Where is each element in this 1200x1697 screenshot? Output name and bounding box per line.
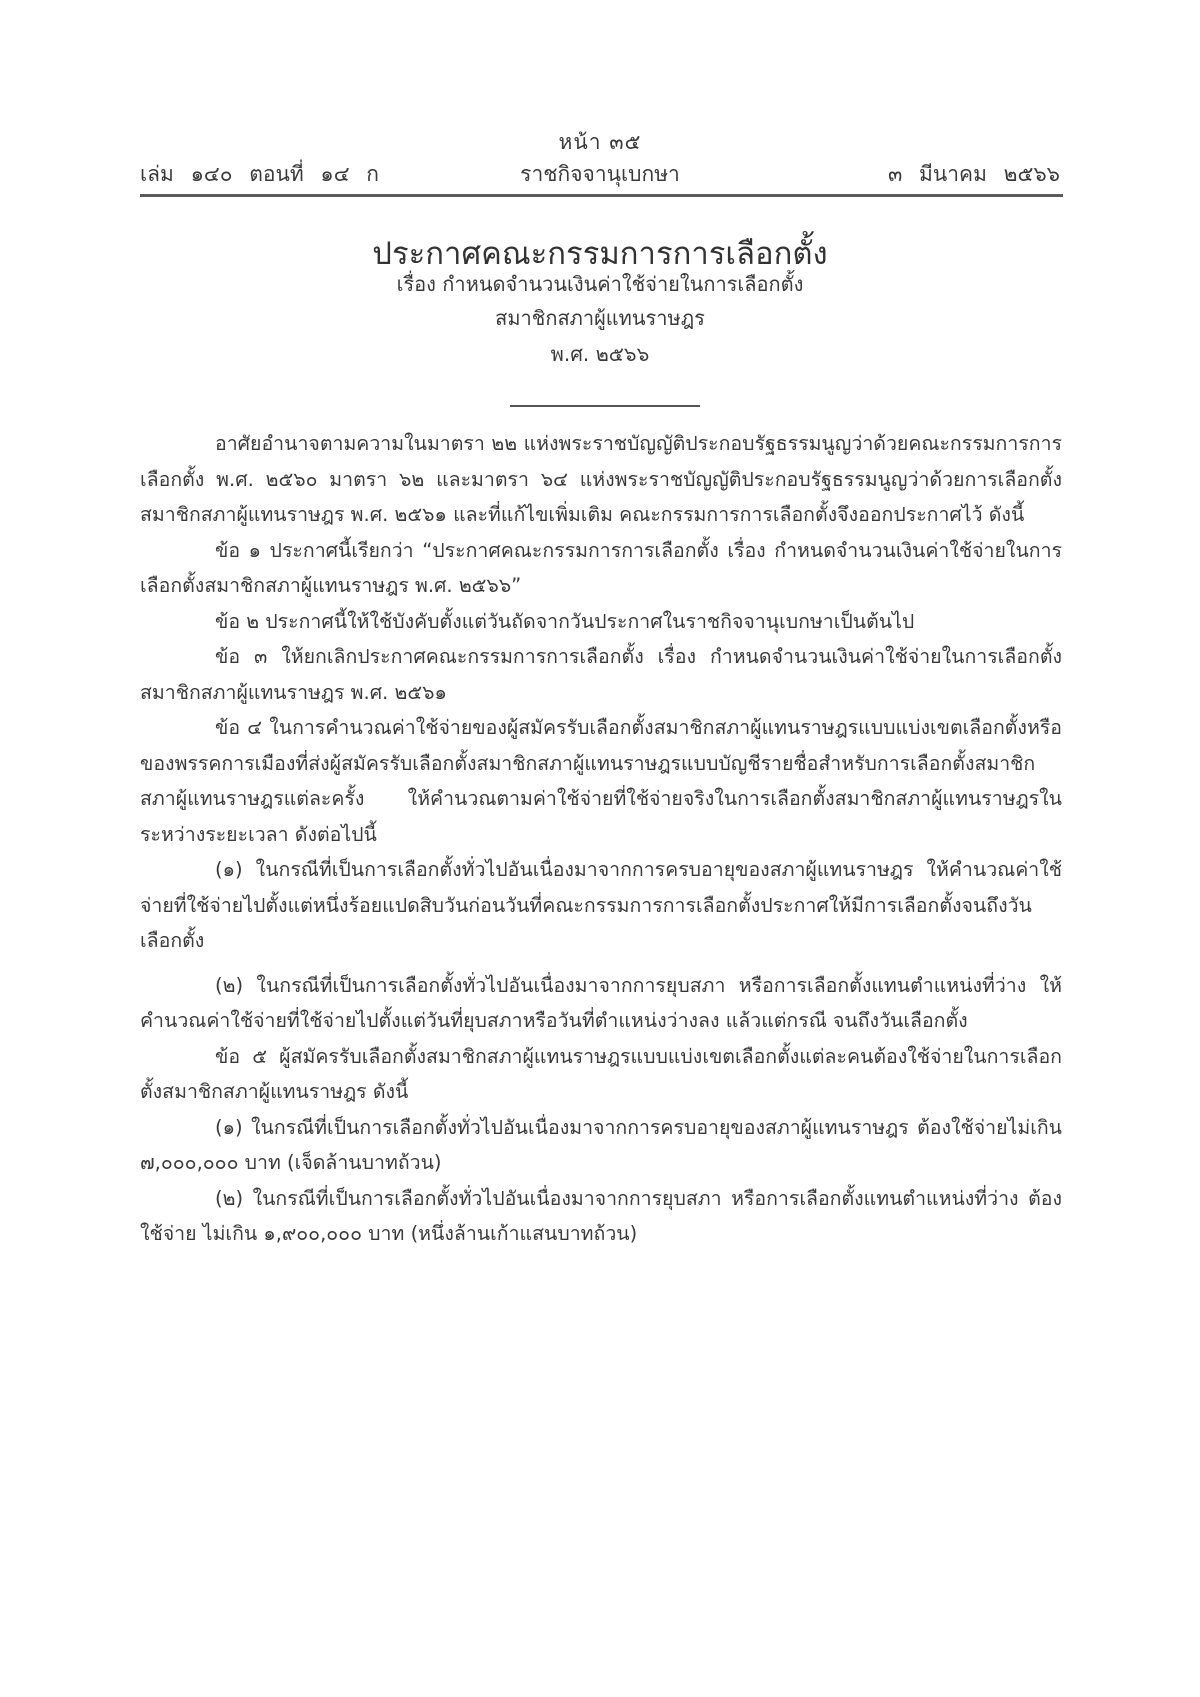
clause-5: ข้อ ๕ ผู้สมัครรับเลือกตั้งสมาชิกสภาผู้แทนราษฎรแบบแบ่งเขตเลือกตั้งแต่ละคนต้องใช้จ่ายในการเลือกตั้งสมาชิกสภาผู้แทนราษฎร ดังนี้: [140, 1044, 1062, 1103]
document-title: ประกาศคณะกรรมการการเลือกตั้ง: [372, 236, 828, 272]
gazette-header: [140, 158, 1060, 190]
document-subject: เรื่อง กำหนดจำนวนเงินค่าใช้จ่ายในการเลือกตั้ง: [396, 272, 804, 296]
clause-5-item-2: (๒) ในกรณีที่เป็นการเลือกตั้งทั่วไปอันเนื่องมาจากการยุบสภา หรือการเลือกตั้งแทนตำแหน่งที่ว่าง ต้องใช้จ่าย ไม่เกิน ๑,๙๐๐,๐๐๐ บาท (หนึ่งล้านเก้าแสนบาทถ้วน): [140, 1186, 1062, 1245]
clause-4: ข้อ ๔ ในการคำนวณค่าใช้จ่ายของผู้สมัครรับเลือกตั้งสมาชิกสภาผู้แทนราษฎรแบบแบ่งเขตเลือกตั้งหรือของพรรคการเมืองที่ส่งผู้สมัครรับเลือกตั้งสมาชิกสภาผู้แทนราษฎรแบบบัญชีรายชื่อสำหรับการเลือกตั้งสมาชิกสภาผู้แทนราษฎรแต่ละครั้ง ให้คำนวณตามค่าใช้จ่ายที่ใช้จ่ายจริงในการเลือกตั้งสมาชิกสภาผู้แทนราษฎรในระหว่างระยะเวลา ดังต่อไปนี้: [140, 716, 1062, 846]
clause-4-item-2: (๒) ในกรณีที่เป็นการเลือกตั้งทั่วไปอันเนื่องมาจากการยุบสภา หรือการเลือกตั้งแทนตำแหน่งที่ว่าง ให้คำนวณค่าใช้จ่ายที่ใช้จ่ายไปตั้งแต่วันที่ยุบสภาหรือวันที่ตำแหน่งว่างลง แล้วแต่กรณี จนถึงวันเลือกตั้ง: [140, 973, 1062, 1032]
document-year: พ.ศ. ๒๕๖๖: [550, 342, 650, 366]
document-body: [140, 426, 1062, 1252]
publication-name: ราชกิจจานุเบกษา: [520, 162, 680, 186]
volume-issue: เล่ม ๑๔๐ ตอนที่ ๑๔ ก: [140, 162, 380, 186]
clause-1: ข้อ ๑ ประกาศนี้เรียกว่า “ประกาศคณะกรรมการการเลือกตั้ง เรื่อง กำหนดจำนวนเงินค่าใช้จ่ายในการเลือกตั้งสมาชิกสภาผู้แทนราษฎร พ.ศ. ๒๕๖๖”: [140, 538, 1062, 597]
clause-5-item-1: (๑) ในกรณีที่เป็นการเลือกตั้งทั่วไปอันเนื่องมาจากการครบอายุของสภาผู้แทนราษฎร ต้องใช้จ่ายไม่เกิน ๗,๐๐๐,๐๐๐ บาท (เจ็ดล้านบาทถ้วน): [140, 1115, 1062, 1174]
page-number: หน้า ๓๕: [558, 130, 642, 154]
clause-2: ข้อ ๒ ประกาศนี้ให้ใช้บังคับตั้งแต่วันถัดจากวันประกาศในราชกิจจานุเบกษาเป็นต้นไป: [215, 609, 915, 633]
title-divider: [510, 405, 700, 407]
clause-4-item-1: (๑) ในกรณีที่เป็นการเลือกตั้งทั่วไปอันเนื่องมาจากการครบอายุของสภาผู้แทนราษฎร ให้คำนวณค่าใช้จ่ายที่ใช้จ่ายไปตั้งแต่หนึ่งร้อยแปดสิบวันก่อนวันที่คณะกรรมการการเลือกตั้งประกาศให้มีการเลือกตั้งจนถึงวันเลือกตั้ง: [140, 858, 1062, 952]
publication-date: ๓ มีนาคม ๒๕๖๖: [888, 162, 1060, 186]
header-divider: [140, 194, 1063, 197]
preamble-paragraph: อาศัยอำนาจตามความในมาตรา ๒๒ แห่งพระราชบัญญัติประกอบรัฐธรรมนูญว่าด้วยคณะกรรมการการเลือกตั้ง พ.ศ. ๒๕๖๐ มาตรา ๖๒ และมาตรา ๖๔ แห่งพระราชบัญญัติประกอบรัฐธรรมนูญว่าด้วยการเลือกตั้งสมาชิกสภาผู้แทนราษฎร พ.ศ. ๒๕๖๑ และที่แก้ไขเพิ่มเติม คณะกรรมการการเลือกตั้งจึงออกประกาศไว้ ดังนี้: [140, 432, 1062, 526]
clause-3: ข้อ ๓ ให้ยกเลิกประกาศคณะกรรมการการเลือกตั้ง เรื่อง กำหนดจำนวนเงินค่าใช้จ่ายในการเลือกตั้งสมาชิกสภาผู้แทนราษฎร พ.ศ. ๒๕๖๑: [140, 645, 1062, 704]
document-subject-cont: สมาชิกสภาผู้แทนราษฎร: [495, 306, 705, 330]
